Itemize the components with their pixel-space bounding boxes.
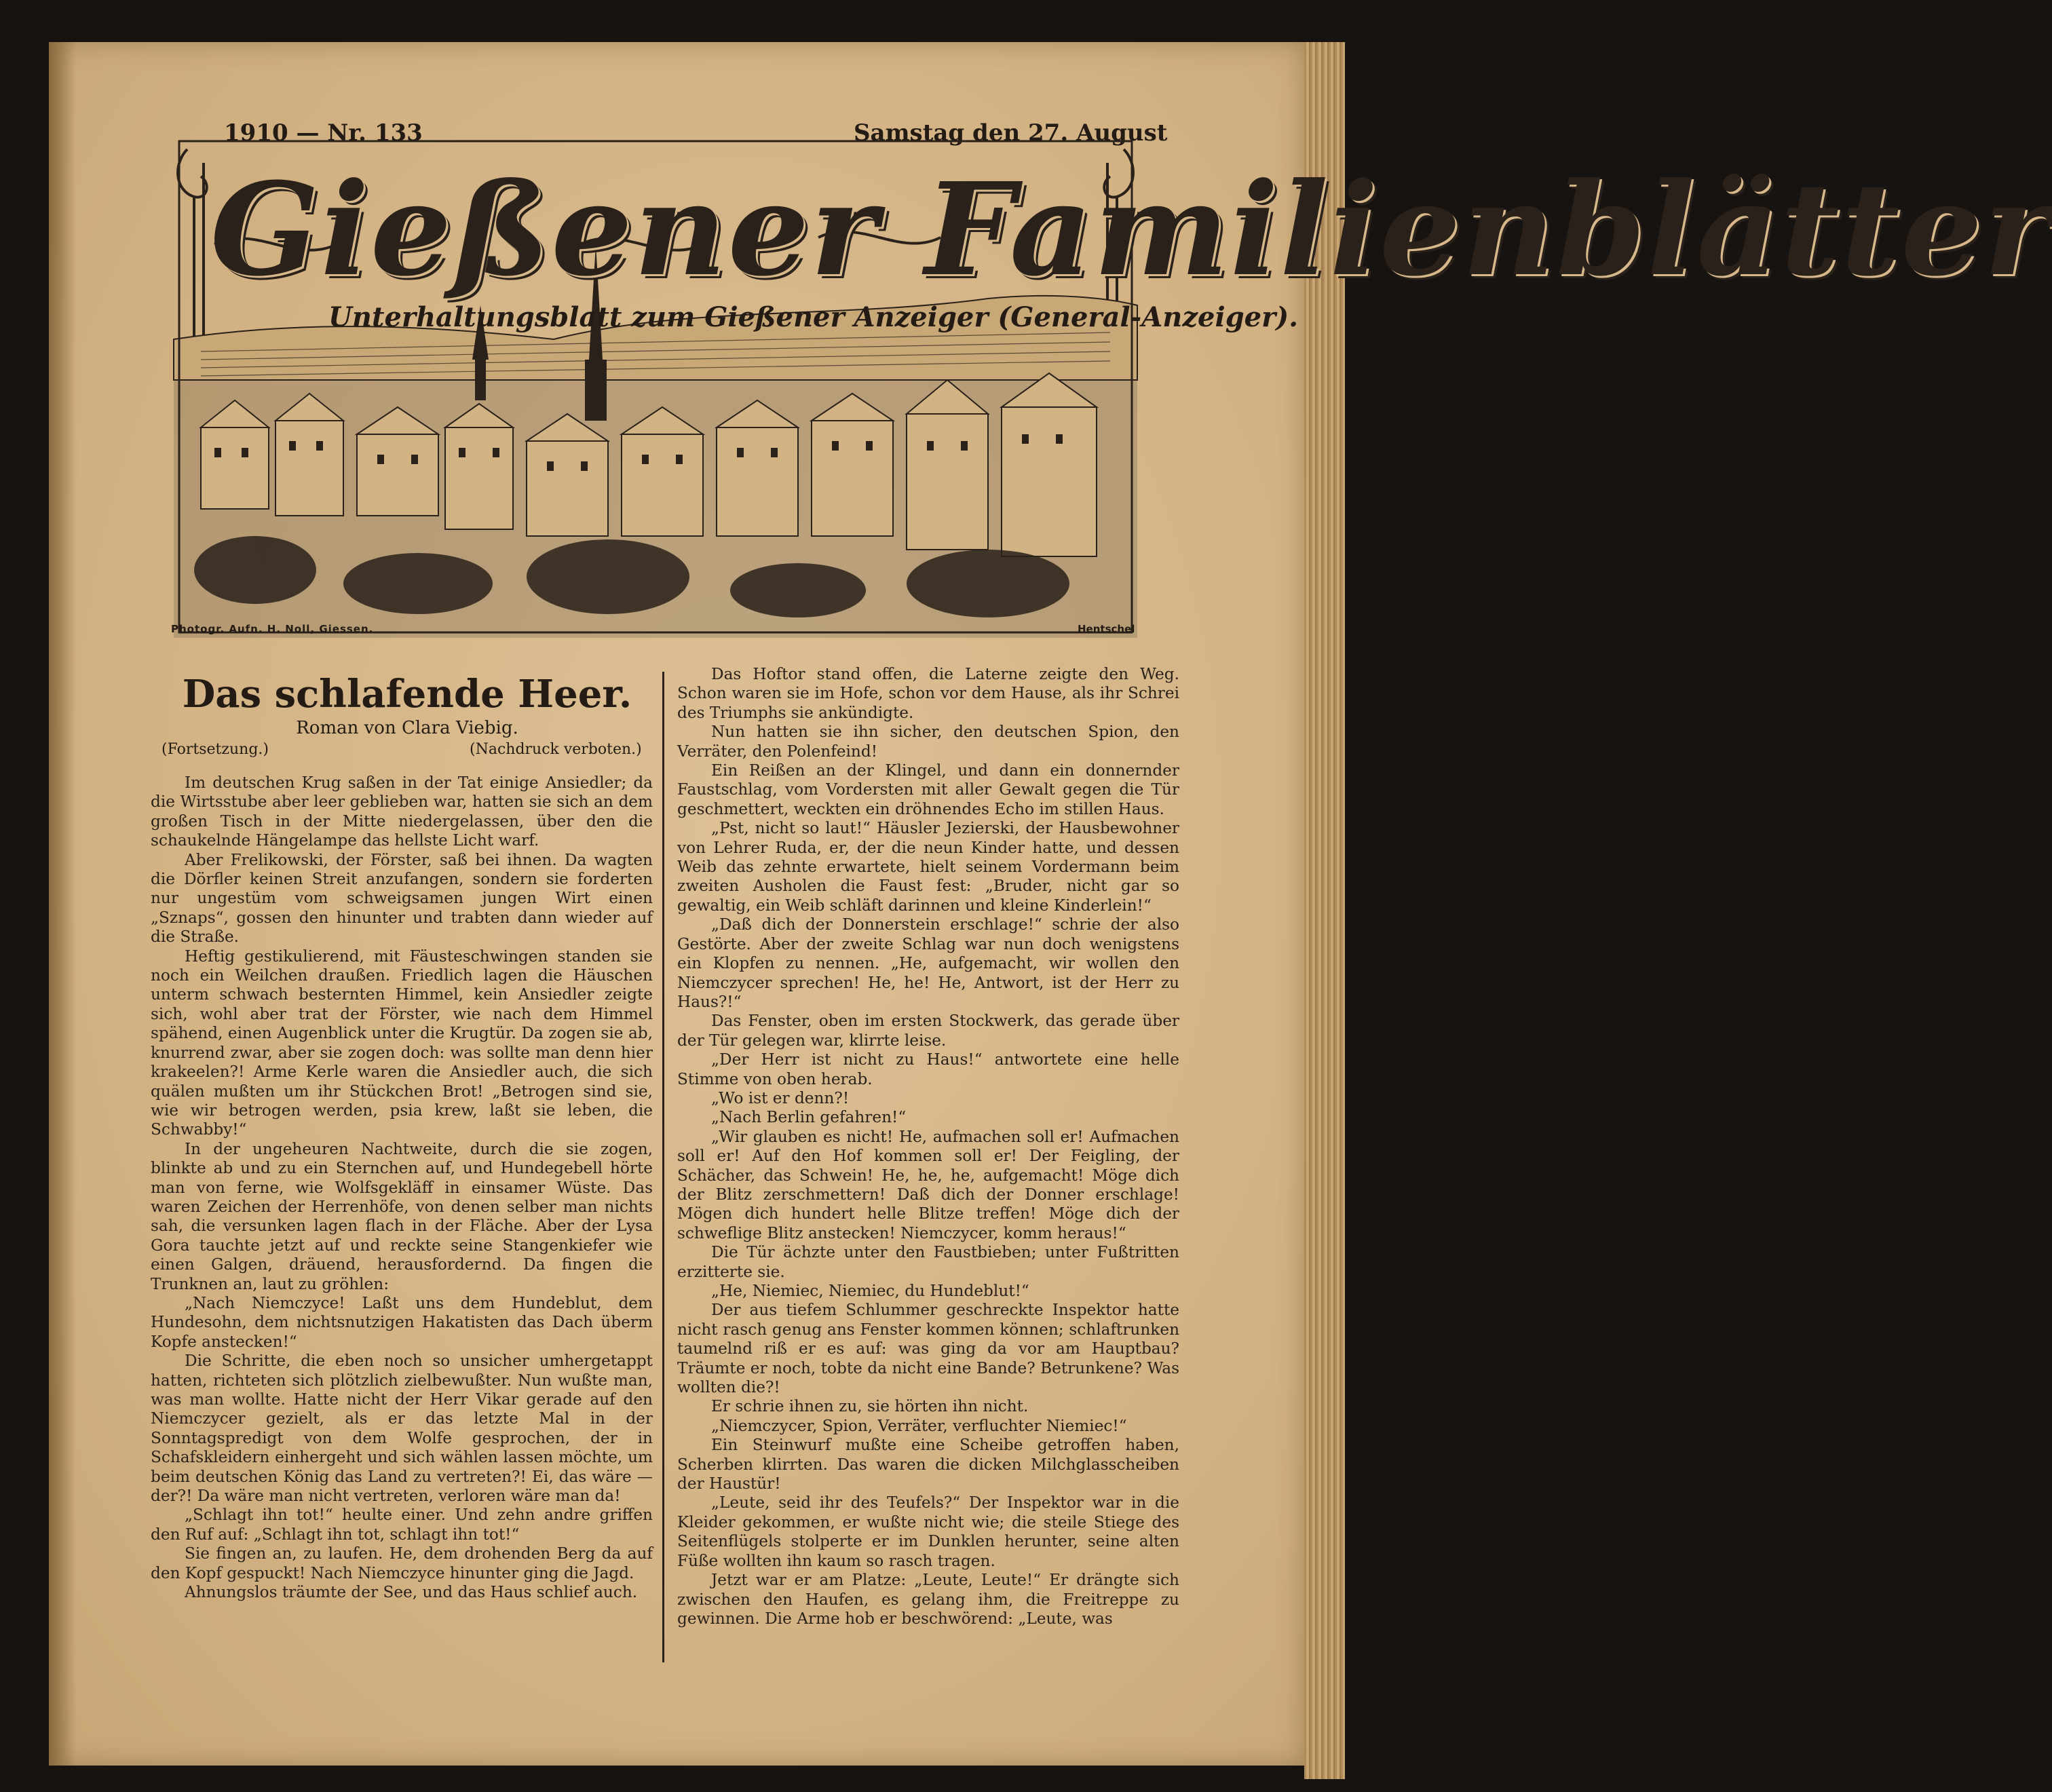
- paragraph: Im deutschen Krug saßen in der Tat einige Ansiedler; da die Wirtsstube aber leer geblieben war, hatten sie sich an dem großen Tisch in der Mitte niedergelassen, über den die schaukelnde Hängelampe das hellste Licht warf.: [151, 774, 653, 850]
- paragraph: „Pst, nicht so laut!“ Häusler Jezierski, der Hausbewohner von Lehrer Ruda, er, der die neun Kinder hatte, und dessen Weib das zehnte erwartete, hielt seinem Vordermann beim zweiten Ausholen die Faust fest: „Bruder, nicht gar so gewaltig, ein Weib schläft darinnen und kleine Kinderlein!“: [677, 819, 1179, 915]
- paragraph: Die Tür ächzte unter den Faustbieben; unter Fußtritten erzitterte sie.: [677, 1243, 1179, 1281]
- right-column: [677, 665, 1179, 1628]
- reprint-note: (Nachdruck verboten.): [470, 741, 642, 758]
- column-divider: [662, 672, 664, 1662]
- issue-number: 1910 — Nr. 133: [224, 119, 423, 147]
- paragraph: Er schrie ihnen zu, sie hörten ihn nicht.: [711, 1397, 1029, 1416]
- masthead-subtitle: Unterhaltungsblatt zum Gießener Anzeiger (General-Anzeiger).: [328, 301, 1299, 333]
- paragraph: Sie fingen an, zu laufen. He, dem drohenden Berg da auf den Kopf gespuckt! Nach Niemczyce hinunter ging die Jagd.: [151, 1544, 653, 1582]
- paragraph: „Wir glauben es nicht! He, aufmachen soll er! Aufmachen soll er! Auf den Hof kommen soll er! Der Feigling, der Schächer, das Schwein! He, he, he, aufgemacht! Möge dich der Blitz zerschmettern! Daß dich der Donner erschlage! Mögen dich hundert helle Blitze treffen! Möge dich der schweflige Blitz anstecken! Niemczycer, komm heraus!“: [677, 1127, 1179, 1242]
- paragraph: „Nach Niemczyce! Laßt uns dem Hundeblut, dem Hundesohn, dem nichtsnutzigen Hakatisten das Dach überm Kopfe anstecken!“: [151, 1293, 653, 1351]
- story-byline: Roman von Clara Viebig.: [296, 718, 518, 738]
- paragraph: Ein Reißen an der Klingel, und dann ein donnernder Faustschlag, vom Vordersten mit aller Gewalt gegen die Tür geschmettert, weckten ein dröhnendes Echo im stillen Haus.: [677, 761, 1179, 818]
- page-gutter: [49, 42, 76, 1766]
- paragraph: Aber Frelikowski, der Förster, saß bei ihnen. Da wagten die Dörfler keinen Streit anzufangen, sondern sie forderten nur ungestüm vom schweigsamen jungen Wirt einen „Sznaps“, gossen den hinunter und trabten dann wieder auf die Straße.: [151, 850, 653, 947]
- issue-date: Samstag den 27. August: [854, 119, 1168, 147]
- paragraph: Heftig gestikulierend, mit Fäusteschwingen standen sie noch ein Weilchen draußen. Friedlich lagen die Häuschen unterm schwach besternten Himmel, kein Ansiedler zeigte sich, wohl aber trat der Förster, wie nach dem Himmel spähend, einen Augenblick unter die Krugtür. Da zogen sie ab, knurrend zwar, aber sie zogen doch: was sollte man denn hier krakeelen?! Arme Kerle waren die Ansiedler auch, die sich quälen mußten um ihr Stückchen Brot! „Betrogen sind sie, wie wir betrogen werden, psia krew, laßt sie leben, die Schwabby!“: [151, 947, 653, 1139]
- paragraph: „Nach Berlin gefahren!“: [711, 1108, 907, 1127]
- paragraph: In der ungeheuren Nachtweite, durch die sie zogen, blinkte ab und zu ein Sternchen auf, und Hundegebell hörte man von ferne, wie Wolfsgekläff in einsamer Wüste. Das waren Zeichen der Herrenhöfe, von denen selber man nichts sah, die versunken lagen flach in der Fläche. Aber der Lysa Gora tauchte jetzt auf und reckte seine Stangenkiefer wie einen Galgen, dräuend, herausfordernd. Da fingen die Trunknen an, laut zu gröhlen:: [151, 1139, 653, 1293]
- paragraph: Das Fenster, oben im ersten Stockwerk, das gerade über der Tür gelegen war, klirrte leise.: [677, 1012, 1179, 1050]
- paragraph: „Daß dich der Donnerstein erschlage!“ schrie der also Gestörte. Aber der zweite Schlag war nun doch wenigstens ein Klopfen zu nennen. „He, aufgemacht, wir wollen den Niemczycer sprechen! He, he! He, Antwort, ist der Herr zu Haus?!“: [677, 915, 1179, 1011]
- engraver-credit: Hentschel: [1078, 623, 1135, 635]
- paragraph: Nun hatten sie ihn sicher, den deutschen Spion, den Verräter, den Polenfeind!: [677, 723, 1179, 761]
- paragraph: Ein Steinwurf mußte eine Scheibe getroffen haben, Scherben klirrten. Das waren die dicken Milchglasscheiben der Haustür!: [677, 1436, 1179, 1493]
- paragraph: „Leute, seid ihr des Teufels?“ Der Inspektor war in die Kleider gekommen, er wußte nicht wie; die steile Stiege des Seitenflügels stolperte er im Dunklen herunter, seine alten Füße wollten ihn kaum so rasch tragen.: [677, 1493, 1179, 1570]
- paragraph: Der aus tiefem Schlummer geschreckte Inspektor hatte nicht rasch genug ans Fenster kommen können; schlaftrunken taumelnd riß er es auf: was ging da vor am Hauptbau? Träumte er noch, tobte da nicht eine Bande? Betrunkene? Was wollten die?!: [677, 1301, 1179, 1397]
- paragraph: Ahnungslos träumte der See, und das Haus schlief auch.: [185, 1583, 638, 1602]
- photo-credit: Photogr. Aufn. H. Noll, Giessen.: [171, 623, 374, 635]
- left-column: [151, 774, 653, 1602]
- paragraph: „He, Niemiec, Niemiec, du Hundeblut!“: [711, 1282, 1029, 1300]
- paragraph: „Der Herr ist nicht zu Haus!“ antwortete eine helle Stimme von oben herab.: [677, 1050, 1179, 1088]
- continuation-note: (Fortsetzung.): [162, 741, 269, 758]
- paragraph: Das Hoftor stand offen, die Laterne zeigte den Weg. Schon waren sie im Hofe, schon vor dem Hause, als ihr Schrei des Triumphs sie ankündigte.: [677, 665, 1179, 722]
- story-title: Das schlafende Heer.: [182, 672, 632, 717]
- paragraph: „Schlagt ihn tot!“ heulte einer. Und zehn andre griffen den Ruf auf: „Schlagt ihn tot, schlagt ihn tot!“: [151, 1506, 653, 1544]
- paragraph: „Niemczycer, Spion, Verräter, verfluchter Niemiec!“: [711, 1416, 1127, 1435]
- paragraph: Jetzt war er am Platze: „Leute, Leute!“ Er drängte sich zwischen den Haufen, es gelang ihm, die Freitreppe zu gewinnen. Die Arme hob er beschwörend: „Leute, was: [677, 1571, 1179, 1628]
- paragraph: Die Schritte, die eben noch so unsicher umhergetappt hatten, richteten sich plötzlich zielbewußter. Nun wußte man, was man wollte. Hatte nicht der Herr Vikar gerade auf den Niemczycer gezielt, als er das letzte Mal in der Sonntagspredigt von dem Wolfe gesprochen, der in Schafskleidern einhergeht und sich wählen lassen möchte, um beim deutschen König das Land zu vertreten?! Ei, das wäre — der?! Da wäre man nicht vertreten, verloren wäre man da!: [151, 1352, 653, 1506]
- masthead-title: Gießener Familienblätter: [210, 155, 2052, 305]
- paragraph: „Wo ist er denn?!: [711, 1088, 850, 1107]
